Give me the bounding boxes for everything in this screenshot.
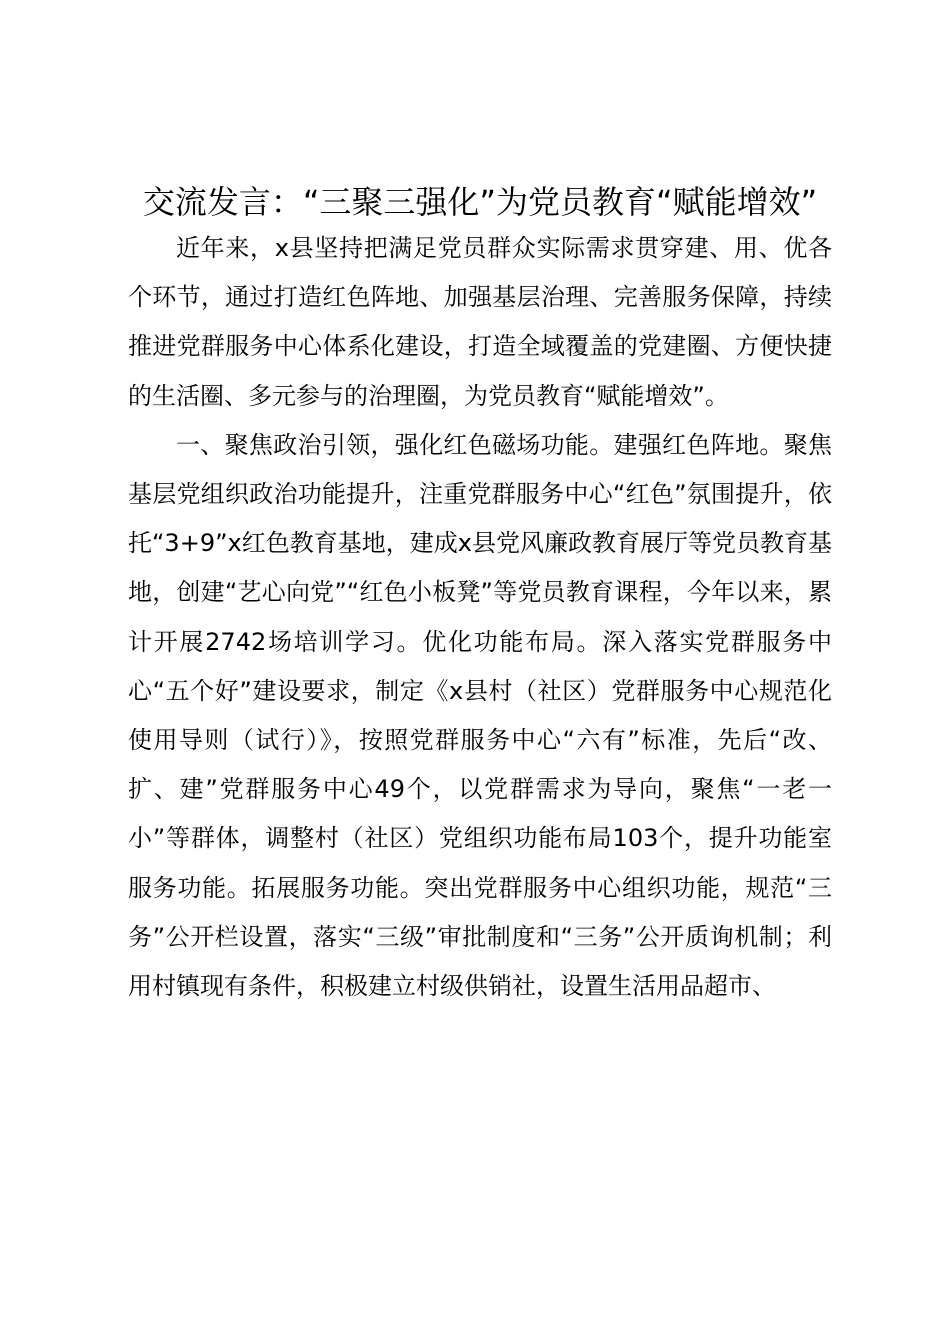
paragraph-intro: 近年来，x县坚持把满足党员群众实际需求贯穿建、用、优各个环节，通过打造红色阵地、加强基层治理、完善服务保障，持续推进党群服务中心体系化建设，打造全域覆盖的党建圈、方便快捷的生活圈、多元参与的治理圈，为党员教育“赋能增效”。: [128, 234, 832, 410]
document-body: [128, 180, 832, 1011]
paragraph-section-one: 一、聚焦政治引领，强化红色磁场功能。建强红色阵地。聚焦基层党组织政治功能提升，注重党群服务中心“红色”氛围提升，依托“3+9”x红色教育基地，建成x县党风廉政教育展厅等党员教育基地，创建“艺心向党”“红色小板凳”等党员教育课程，今年以来，累计开展2742场培训学习。优化功能布局。深入落实党群服务中心“五个好”建设要求，制定《x县村（社区）党群服务中心规范化使用导则（试行）》，按照党群服务中心“六有”标准，先后“改、扩、建”党群服务中心49个，以党群需求为导向，聚焦“一老一小”等群体，调整村（社区）党组织功能布局103个，提升功能室服务功能。拓展服务功能。突出党群服务中心组织功能，规范“三务”公开栏设置，落实“三级”审批制度和“三务”公开质询机制；利用村镇现有条件，积极建立村级供销社，设置生活用品超市、: [128, 430, 832, 1001]
document-title: 交流发言：“三聚三强化”为党员教育“赋能增效”: [142, 183, 818, 221]
